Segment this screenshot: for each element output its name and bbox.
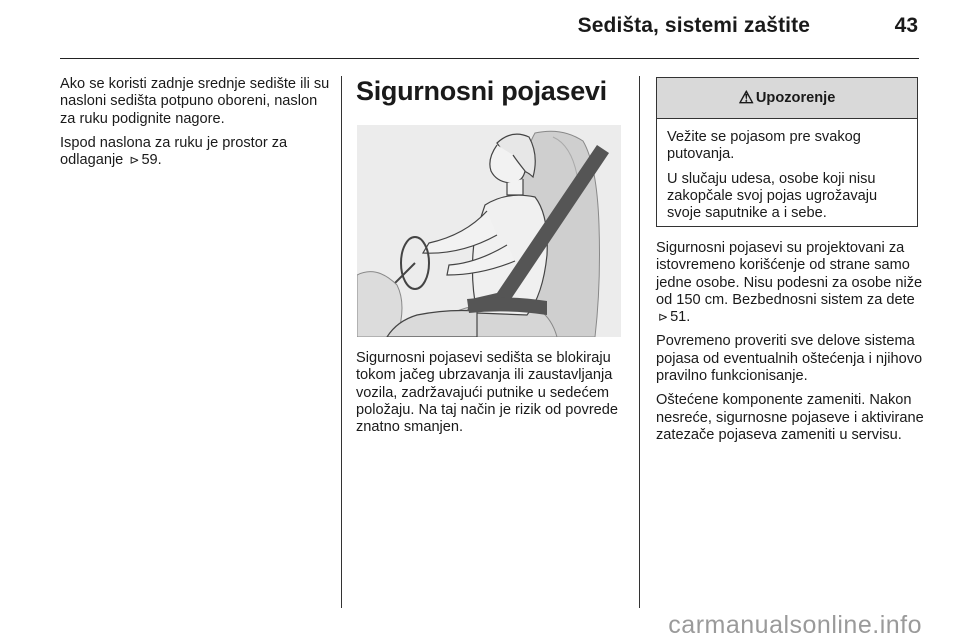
page-header-title: Sedišta, sistemi zaštite: [577, 14, 810, 37]
arrow-ref-icon: ⊳: [129, 153, 140, 168]
warning-triangle-icon: ⚠: [738, 88, 754, 107]
right-paragraph-1: [656, 240, 924, 326]
warning-header: [657, 78, 917, 119]
warning-title: Upozorenje: [755, 90, 836, 106]
middle-paragraph-1: Sigurnosni pojasevi sedišta se blokiraju tokom jačeg ubrzavanja ili zaustavljanja vozila, zadržavajući putnike u sedećem položaju. Na taj način je rizik od povrede znatno smanjen.: [356, 350, 619, 436]
left-column: [60, 76, 336, 176]
left-paragraph-2: [60, 135, 336, 170]
right-paragraph-2: Povremeno proveriti sve delove sistema pojasa od eventualnih oštećenja i njihovo pravilno funkcionisanje.: [656, 333, 923, 385]
column-divider-left: [341, 76, 342, 608]
watermark: carmanualsonline.info: [668, 611, 922, 639]
seatbelt-illustration-svg: [357, 125, 621, 337]
left-paragraph-2-text: Ispod naslona za ruku je prostor za odlaganje: [60, 134, 288, 169]
warning-box: [656, 77, 918, 227]
right-paragraph-3: Oštećene komponente zameniti. Nakon nesreće, sigurnosne pojaseve i aktivirane zatezače pojaseva zameniti u servisu.: [656, 392, 924, 443]
right-column: [656, 240, 924, 451]
seatbelt-illustration: [357, 125, 621, 337]
arrow-ref-icon: ⊳: [658, 310, 669, 325]
warning-paragraph-2: U slučaju udesa, osobe koji nisu zakopčale svoj pojas ugrožavaju svoje saputnike a i sebe.: [667, 170, 878, 222]
warning-paragraph-1: Vežite se pojasom pre svakog putovanja.: [667, 129, 861, 163]
page-number: 43: [894, 14, 918, 37]
left-paragraph-2-ref-page: 59.: [141, 152, 162, 169]
right-paragraph-1-ref-page: 51.: [670, 309, 691, 326]
right-paragraph-1-text: Sigurnosni pojasevi su projektovani za istovremeno korišćenje od strane samo jedne osobe. Nisu podesni za osobe niže od 150 cm. Bezbednosni sistem za dete: [656, 240, 923, 308]
column-divider-right: [639, 76, 640, 608]
section-title: Sigurnosni pojasevi: [356, 76, 607, 106]
header-divider: [60, 58, 919, 59]
warning-body: [657, 119, 917, 222]
middle-column: [356, 350, 628, 443]
left-paragraph-1: Ako se koristi zadnje srednje sedište ili su nasloni sedišta potpuno oboreni, naslon za ruku podignite nagore.: [60, 76, 330, 127]
